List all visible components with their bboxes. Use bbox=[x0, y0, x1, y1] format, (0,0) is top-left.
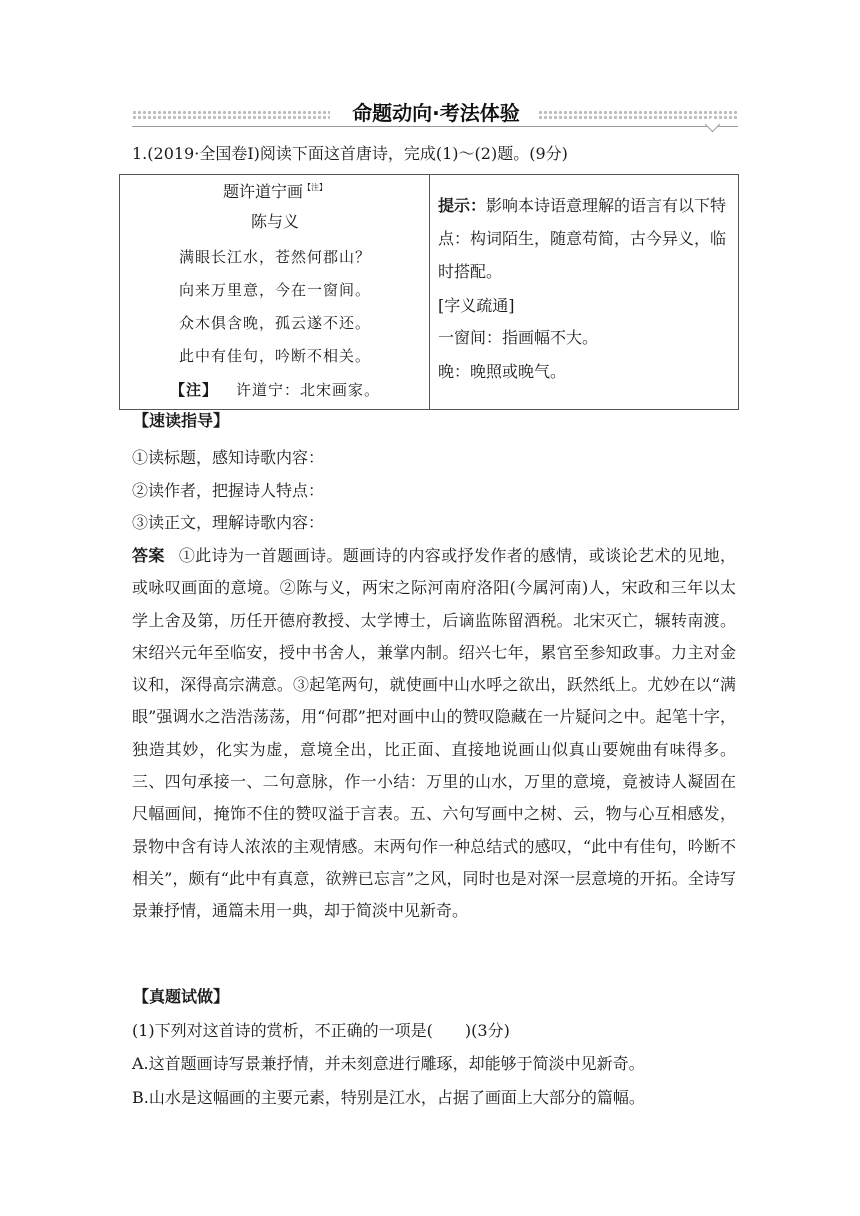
poem-line: 此中有佳句，吟断不相关。 bbox=[178, 347, 371, 365]
poem-note bbox=[120, 380, 430, 400]
hint-label: 提示： bbox=[438, 196, 487, 215]
poem-note-mark: 【注】 bbox=[303, 183, 327, 192]
guide-item: ①读标题，感知诗歌内容： bbox=[132, 448, 325, 467]
poem-table bbox=[119, 174, 739, 410]
header-rule bbox=[132, 126, 738, 127]
poem-line: 众木俱含晚，孤云遂不还。 bbox=[178, 314, 371, 332]
answer-paragraph bbox=[132, 540, 736, 928]
question-intro: 1.(2019·全国卷Ⅰ)阅读下面这首唐诗，完成(1)～(2)题。(9分) bbox=[132, 144, 568, 163]
poem-line: 满眼长江水，苍然何郡山？ bbox=[178, 248, 371, 266]
practice-heading: 【真题试做】 bbox=[133, 987, 230, 1006]
poem-cell bbox=[120, 175, 430, 409]
option-a: A.这首题画诗写景兼抒情，并未刻意进行雕琢，却能够于简淡中见新奇。 bbox=[132, 1054, 645, 1073]
poem-author: 陈与义 bbox=[250, 212, 299, 231]
section-header bbox=[132, 100, 738, 130]
hint-text: 影响本诗语意理解的语言有以下特点：构词陌生，随意苟简，古今异义，临时搭配。 bbox=[438, 196, 727, 281]
option-b: B.山水是这幅画的主要元素，特别是江水，占据了画面上大部分的篇幅。 bbox=[132, 1088, 645, 1107]
header-dots-left bbox=[132, 110, 330, 120]
guide-item: ③读正文，理解诗歌内容： bbox=[132, 513, 325, 532]
hint-item: 晚：晚照或晚气。 bbox=[438, 362, 567, 381]
header-dots-right bbox=[538, 110, 738, 120]
section-title: 命题动向·考法体验 bbox=[338, 100, 534, 126]
hint-item: 一窗间：指画幅不大。 bbox=[438, 328, 599, 347]
hint-cell bbox=[430, 175, 738, 409]
answer-text: ①此诗为一首题画诗。题画诗的内容或抒发作者的感情，或谈论艺术的见地，或咏叹画面的意境。②陈与义，两宋之际河南府洛阳(今属河南)人，宋政和三年以太学上舍及第，历任开德府教授、太学博士，后谪监陈留酒税。北宋灭亡，辗转南渡。宋绍兴元年至临安，授中书舍人，兼掌内制。绍兴七年，累官至参知政事。力主对金议和，深得高宗满意。③起笔两句，就使画中山水呼之欲出，跃然纸上。尤妙在以“满眼”强调水之浩浩荡荡，用“何郡”把对画中山的赞叹隐藏在一片疑问之中。起笔十字，独造其妙，化实为虚，意境全出，比正面、直接地说画山似真山要婉曲有味得多。三、四句承接一、二句意脉，作一小结：万里的山水，万里的意境，竟被诗人凝固在尺幅画间，掩饰不住的赞叹溢于言表。五、六句写画中之树、云，物与心互相感发，景物中含有诗人浓浓的主观情感。末两句作一种总结式的感叹，“此中有佳句，吟断不相关”，颇有“此中有真意，欲辨已忘言”之风，同时也是对深一层意境的开拓。全诗写景兼抒情，通篇未用一典，却于简淡中见新奇。 bbox=[132, 546, 736, 921]
answer-label: 答案 bbox=[132, 546, 165, 565]
poem-title bbox=[120, 177, 430, 203]
poem-note-label: 【注】 bbox=[169, 381, 218, 399]
guide-heading: 【速读指导】 bbox=[133, 411, 230, 430]
poem-note-text: 许道宁：北宋画家。 bbox=[236, 381, 381, 399]
poem-title-text: 题许道宁画 bbox=[222, 182, 303, 201]
poem-line: 向来万里意，今在一窗间。 bbox=[178, 281, 371, 299]
guide-item: ②读作者，把握诗人特点： bbox=[132, 481, 325, 500]
practice-question: (1)下列对这首诗的赏析，不正确的一项是( )(3分) bbox=[132, 1021, 510, 1040]
hint-paragraph bbox=[438, 189, 738, 288]
hint-section: [字义疏通] bbox=[438, 296, 515, 315]
